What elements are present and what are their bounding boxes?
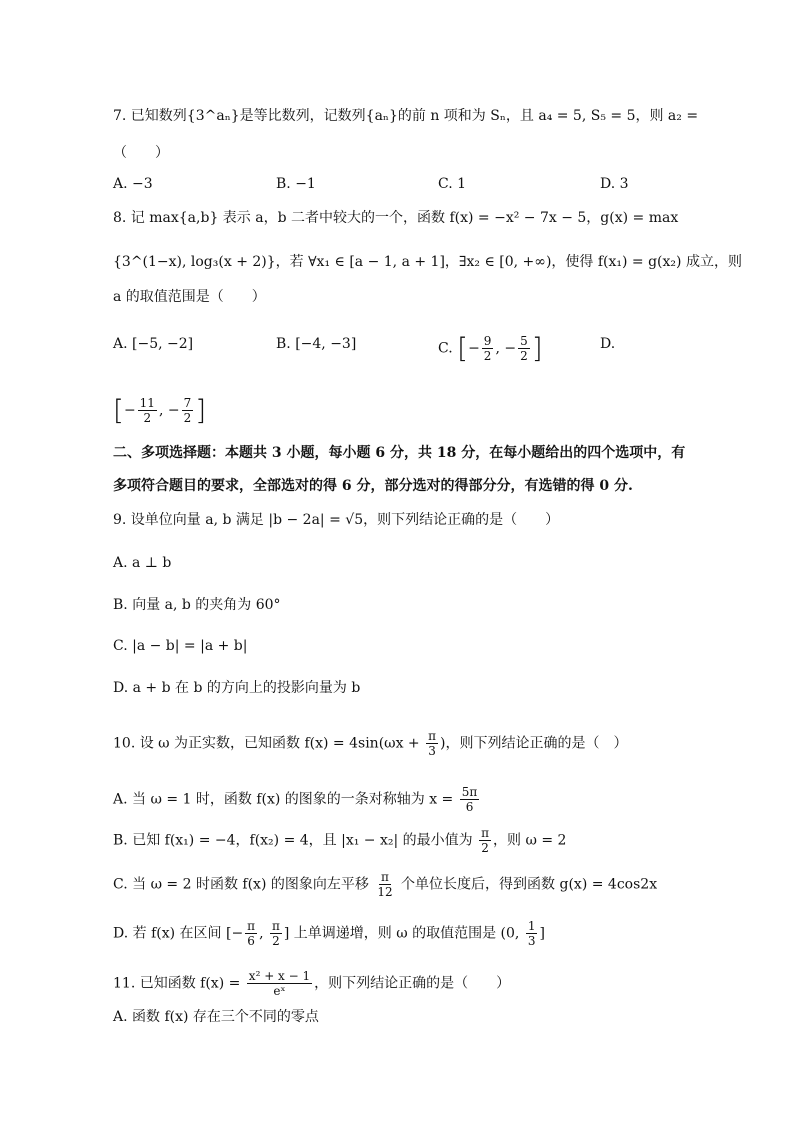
q10-option-b: B. 已知 f(x₁) = −4，f(x₂) = 4，且 |x₁ − x₂| 的最小值为 $\frac{\pi}{2}$ ，则 ω = 2 [113,826,567,855]
fraction: $\frac{\pi}{2}$ [271,919,280,948]
bracket-open-icon: [ [113,393,124,427]
q8-option-c-label: C. [438,340,453,357]
q8-option-d: [− $\frac{11}{2}$ , − $\frac{7}{2}$ ] [113,393,207,427]
q8-line2: {3^(1−x), log₃(x + 2)}，若 ∀x₁ ∈ [a − 1, a + 1]，∃x₂ ∈ [0, +∞)，使得 f(x₁) = g(x₂) 成立，则 [113,254,742,270]
q8-line3: a 的取值范围是（ ） [113,289,266,305]
bracket-open-icon: [ [457,331,469,365]
q10-option-a: A. 当 ω = 1 时，函数 f(x) 的图象的一条对称轴为 x = $\frac{5\pi}{6}$ [113,785,478,814]
fraction: $\frac{\text{x² + x − 1}}{\text{eˣ}}$ [248,969,311,998]
fraction: $\frac{\pi}{12}$ [377,870,393,899]
q9-stem: 9. 设单位向量 a, b 满足 |b − 2a| = √5，则下列结论正确的是（ ） [113,512,560,528]
q7-option-a: A. −3 [113,176,153,192]
q10-option-c: C. 当 ω = 2 时函数 f(x) 的图象向左平移 $\frac{\pi}{12}$ 个单位长度后，得到函数 g(x) = 4cos2x [113,870,658,899]
bracket-close-icon: ] [531,331,543,365]
section2-line1: 二、多项选择题：本题共 3 小题，每小题 6 分，共 18 分，在每小题给出的四个选项中，有 [113,445,686,461]
fraction: $\frac{1}{3}$ [527,919,536,948]
q11-option-a: A. 函数 f(x) 存在三个不同的零点 [113,1009,319,1025]
q9-option-a: A. a ⊥ b [113,555,172,571]
q10-stem: 10. 设 ω 为正实数，已知函数 f(x) = 4sin(ωx + $\frac{\pi}{3}$ )，则下列结论正确的是（ ） [113,729,628,758]
q8-option-a: A. [−5, −2] [113,336,194,352]
q9-option-b: B. 向量 a, b 的夹角为 60° [113,597,281,613]
q7-option-c: C. 1 [438,176,467,192]
q8-option-b: B. [−4, −3] [276,336,357,352]
q9-option-d: D. a + b 在 b 的方向上的投影向量为 b [113,680,361,696]
q7-paren: （ ） [113,145,169,161]
q7-option-d: D. 3 [600,176,629,192]
fraction: $\frac{7}{2}$ [183,396,192,425]
q9-option-c: C. |a − b| = |a + b| [113,638,248,654]
fraction: $\frac{\pi}{6}$ [247,919,256,948]
fraction: $\frac{5\pi}{6}$ [461,785,478,814]
q11-stem: 11. 已知函数 f(x) = $\frac{\text{x² + x − 1}}{\text{eˣ}}$ ，则下列结论正确的是（ ） [113,969,511,998]
bracket-close-icon: ] [195,393,207,427]
fraction: $\frac{\pi}{3}$ [428,729,436,758]
q7-stem: 7. 已知数列{3^aₙ}是等比数列，记数列{aₙ}的前 n 项和为 Sₙ，且 a₄ = 5, S₅ = 5，则 a₂ = [113,108,699,124]
q7-option-b: B. −1 [276,176,316,192]
fraction: $\frac{5}{2}$ [520,334,528,363]
q10-option-d: D. 若 f(x) 在区间 [− $\frac{\pi}{6}$ , $\frac{\pi}{2}$ ] 上单调递增，则 ω 的取值范围是 (0, $\frac{1}{3}$ ] [113,919,545,948]
q8-option-d-label: D. [600,336,616,352]
fraction: $\frac{9}{2}$ [483,334,492,363]
section2-line2: 多项符合题目的要求，全部选对的得 6 分，部分选对的得部分分，有选错的得 0 分. [113,478,633,494]
fraction: $\frac{11}{2}$ [139,396,155,425]
fraction: $\frac{\pi}{2}$ [481,826,489,855]
q8-option-c: C. [− $\frac{9}{2}$ , − $\frac{5}{2}$ ] [438,331,543,365]
q8-line1: 8. 记 max{a,b} 表示 a，b 二者中较大的一个，函数 f(x) = −x² − 7x − 5，g(x) = max [113,210,679,226]
